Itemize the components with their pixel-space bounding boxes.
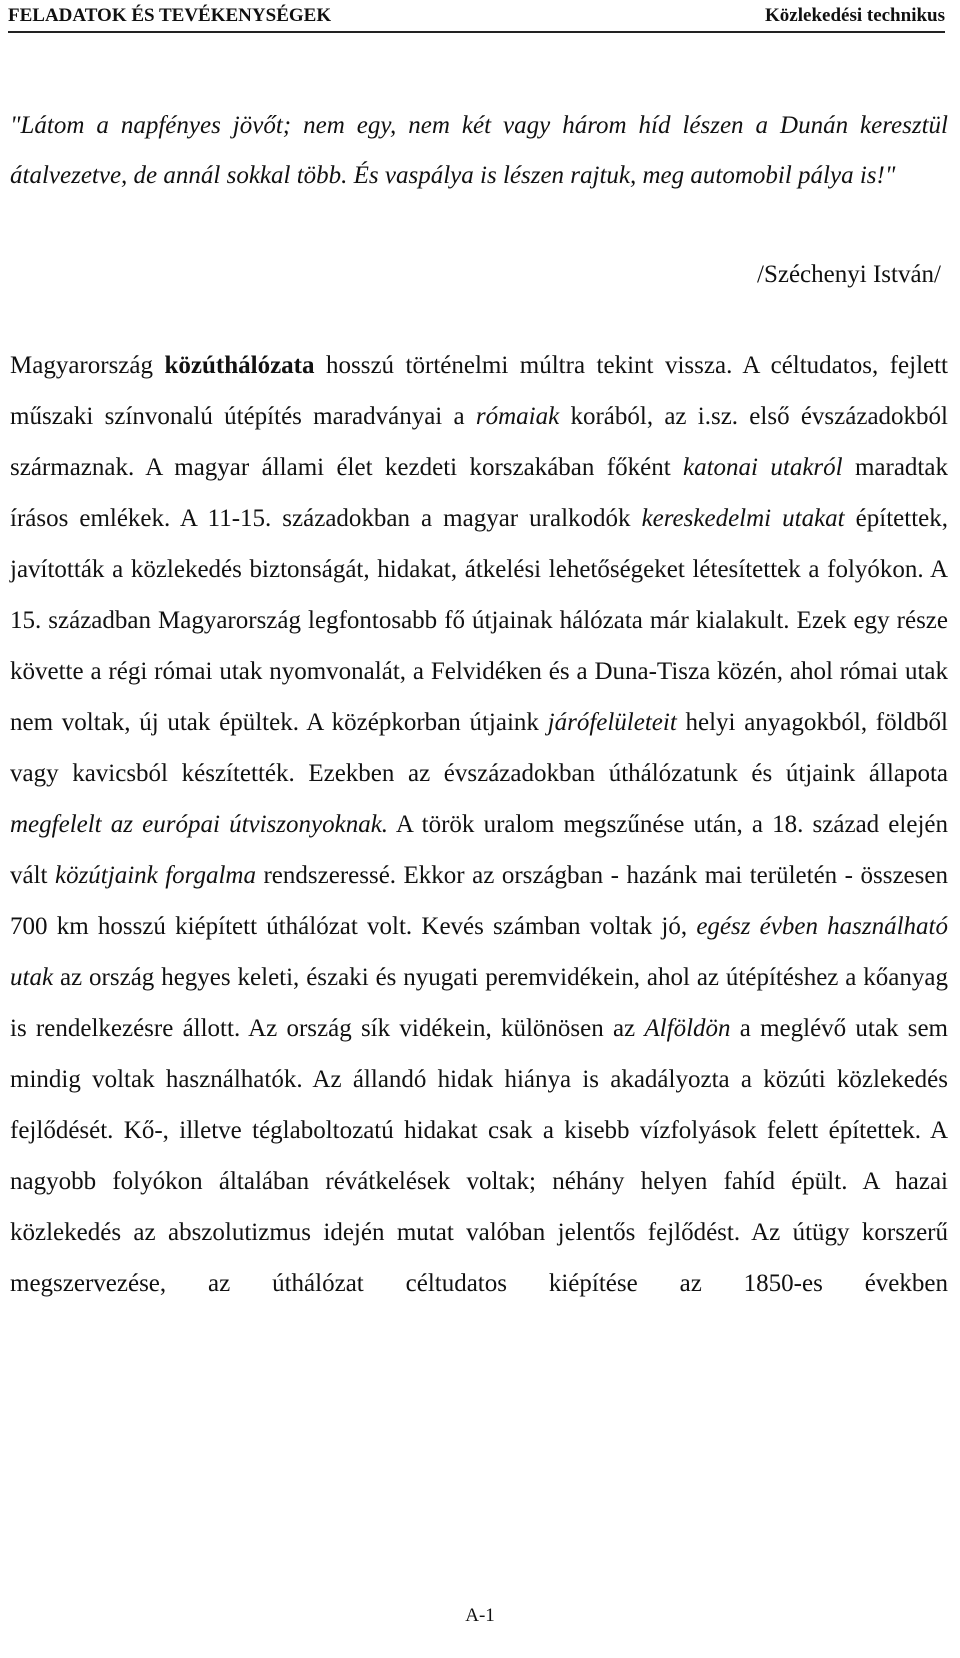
italic-term: járófelületeit: [547, 709, 677, 736]
text-run: Magyarország: [10, 352, 165, 379]
italic-term: katonai utakról: [683, 454, 843, 481]
italic-term: Alföldön: [644, 1015, 731, 1042]
italic-term: megfelelt az európai útviszonyoknak.: [10, 811, 389, 838]
italic-term: kereskedelmi utakat: [641, 505, 845, 532]
text-run: rendszeressé. Ekkor az országban - hazánk mai területén - összesen 700 km hosszú kiépített úthálózat volt. Kevés számban voltak jó,: [10, 862, 948, 940]
text-run: A török uralom megszűnése után, a 18. század elején vált: [10, 811, 948, 889]
italic-term: egész évben használható utak: [10, 913, 948, 991]
header-section-title: FELADATOK ÉS TEVÉKENYSÉGEK: [8, 4, 332, 26]
epigraph-quote: "Látom a napfényes jövőt; nem egy, nem két vagy három híd lészen a Dunán keresztül átalvezetve, de annál sokkal több. És vaspálya is lészen rajtuk, meg automobil pálya is!": [10, 112, 948, 189]
epigraph-author: /Széchenyi István/: [757, 261, 941, 288]
body-paragraph: [10, 340, 948, 1309]
page-header: [8, 0, 945, 33]
text-run: építettek, javították a közlekedés biztonságát, hidakat, átkelési lehetőségeket létesítettek a folyókon. A 15. században Magyarország legfontosabb fő útjainak hálózata már kialakult. Ezek egy része követte a régi római utak nyomvonalát, a Felvidéken és a Duna-Tisza közén, ahol római utak nem voltak, új utak épültek. A középkorban útjaink: [10, 505, 948, 736]
page-number: A-1: [465, 1605, 495, 1626]
text-run: a meglévő utak sem mindig voltak használhatók. Az állandó hidak hiánya is akadályozta a közúti közlekedés fejlődését. Kő-, illetve téglaboltozatú hidakat csak a kisebb vízfolyások felett építettek. A nagyobb folyókon általában révátkelések voltak; néhány helyen fahíd épült. A hazai közlekedés az abszolutizmus idején mutat valóban jelentős fejlődést. Az útügy korszerű megszervezése, az úthálózat céltudatos kiépítése az 1850-es években: [10, 1015, 948, 1297]
text-run: az ország hegyes keleti, északi és nyugati peremvidékein, ahol az útépítéshez a kőanyag is rendelkezésre állott. Az ország sík vidékein, különösen az: [10, 964, 948, 1042]
italic-term: rómaiak: [475, 403, 560, 430]
text-run: hosszú történelmi múltra tekint vissza. A céltudatos, fejlett műszaki színvonalú útépítés maradványai a: [10, 352, 948, 430]
text-run: helyi anyagokból, földből vagy kavicsból készítették. Ezekben az évszázadokban úthálózatunk és útjaink állapota: [10, 709, 949, 787]
header-document-title: Közlekedési technikus: [765, 4, 945, 26]
bold-term: közúthálózata: [164, 352, 315, 379]
text-run: korából, az i.sz. első évszázadokból származnak. A magyar állami élet kezdeti korszakában főként: [10, 403, 948, 481]
italic-term: közútjaink forgalma: [54, 862, 256, 889]
text-run: maradtak írásos emlékek. A 11-15. századokban a magyar uralkodók: [10, 454, 948, 532]
